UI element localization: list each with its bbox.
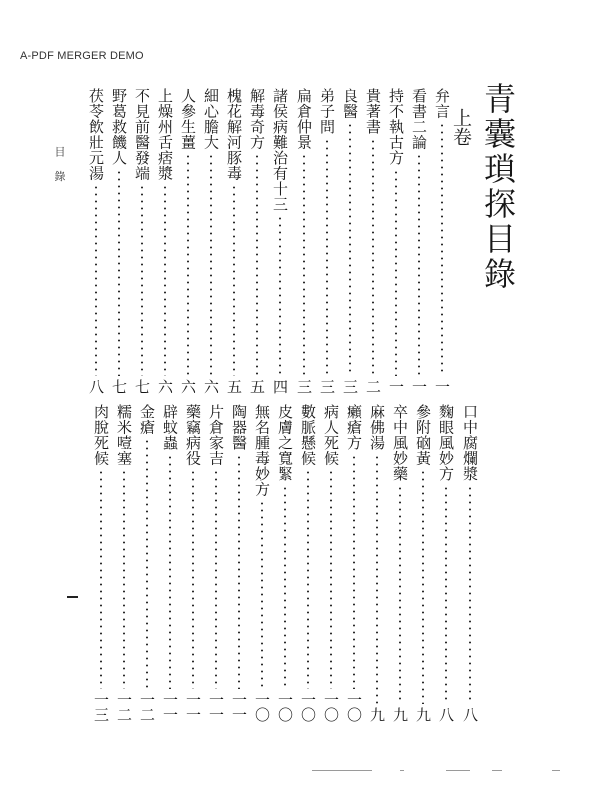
- dot-leader: [141, 184, 143, 376]
- entry-title: 茯苓飲壯元湯: [87, 88, 105, 181]
- dot-leader: [215, 469, 217, 689]
- entry-title: 不見前醫發端: [133, 88, 151, 181]
- entry-title: 糯米噎塞: [115, 404, 133, 466]
- toc-entry-top: [340, 88, 360, 394]
- entry-page: 九: [414, 707, 432, 722]
- entry-title: 上燥州舌痞漿: [156, 88, 174, 181]
- dot-leader: [123, 469, 125, 689]
- scan-artifact-line: [446, 770, 470, 771]
- entry-page: 一: [433, 379, 451, 394]
- dot-leader: [395, 169, 397, 377]
- entry-page: 三: [318, 379, 336, 394]
- entry-title: 無名腫毒妙方: [253, 404, 271, 497]
- entry-page: 六: [156, 379, 174, 394]
- entry-title: 數脈懸候: [299, 404, 317, 466]
- dot-leader: [376, 454, 378, 705]
- dot-leader: [192, 469, 194, 689]
- margin-note: 目 錄: [53, 146, 66, 187]
- dot-leader: [353, 454, 355, 690]
- dot-leader: [330, 469, 332, 689]
- entry-title: 辟蚊蟲: [161, 404, 179, 451]
- entry-title: 口中腐爛漿: [461, 404, 479, 482]
- toc-entry-bottom: [183, 404, 203, 722]
- volume-label: 上卷: [450, 108, 472, 146]
- dot-leader: [118, 169, 120, 377]
- toc-entry-top: [247, 88, 267, 394]
- toc-entry-bottom: [275, 404, 295, 722]
- entry-title: 片倉家吉: [207, 404, 225, 466]
- toc-entry-top: [224, 88, 244, 394]
- entry-title: 弁言: [433, 88, 451, 119]
- toc-entry-top: [294, 88, 314, 394]
- scan-artifact-line: [492, 770, 502, 771]
- dot-leader: [233, 184, 235, 376]
- dot-leader: [284, 485, 286, 690]
- toc-entry-bottom: [298, 404, 318, 722]
- entry-page: 一: [387, 379, 405, 394]
- entry-title: 皮膚之寬緊: [276, 404, 294, 482]
- entry-page: 八: [87, 379, 105, 394]
- entry-page: 六: [202, 379, 220, 394]
- dot-leader: [349, 122, 351, 376]
- toc-entry-top: [317, 88, 337, 394]
- entry-page: 一一: [184, 692, 202, 722]
- toc-entry-top: [178, 88, 198, 394]
- entry-title: 癩瘡方: [345, 404, 363, 451]
- entry-title: 陶器醫: [230, 404, 248, 451]
- dot-leader: [95, 184, 97, 376]
- entry-page: 一一: [207, 692, 225, 722]
- toc-entry-bottom: [206, 404, 226, 722]
- toc-entry-top: [132, 88, 152, 394]
- entry-title: 扁倉仲景: [295, 88, 313, 150]
- entry-page: 一〇: [345, 692, 363, 722]
- entry-title: 看書二論: [410, 88, 428, 150]
- entry-title: 持不執古方: [387, 88, 405, 166]
- entry-title: 良醫: [341, 88, 359, 119]
- dot-leader: [238, 454, 240, 690]
- dot-leader: [210, 153, 212, 376]
- entry-title: 參附硇黃: [414, 404, 432, 466]
- dot-leader: [399, 485, 401, 705]
- toc-entry-bottom: [114, 404, 134, 722]
- entry-page: 一: [410, 379, 428, 394]
- entry-page: 三: [341, 379, 359, 394]
- dot-leader: [169, 454, 171, 690]
- dot-leader: [418, 153, 420, 376]
- toc-entry-bottom: [229, 404, 249, 722]
- dot-leader: [326, 138, 328, 377]
- toc-entry-bottom: [91, 404, 111, 722]
- entry-page: 九: [391, 707, 409, 722]
- entry-title: 野葛救饑人: [110, 88, 128, 166]
- entry-page: 一一: [161, 692, 179, 722]
- toc-entry-bottom: [367, 404, 387, 722]
- dot-leader: [164, 184, 166, 376]
- entry-page: 一三: [92, 692, 110, 722]
- toc-entry-bottom: [460, 404, 480, 722]
- entry-page: 一〇: [253, 692, 271, 722]
- entry-title: 弟子問: [318, 88, 336, 135]
- dot-leader: [445, 485, 447, 705]
- toc-entry-top: [386, 88, 406, 394]
- toc-entry-top: [432, 88, 452, 394]
- toc-entry-bottom: [413, 404, 433, 722]
- dot-leader: [469, 485, 471, 705]
- page-number-mark: [67, 596, 78, 598]
- entry-title: 麻佛湯: [368, 404, 386, 451]
- entry-title: 金瘡: [138, 404, 156, 435]
- scan-artifact-line: [400, 770, 404, 771]
- entry-title: 肉脫死候: [92, 404, 110, 466]
- toc-entry-bottom: [160, 404, 180, 722]
- toc-entry-bottom: [390, 404, 410, 722]
- entry-title: 解毒奇方: [248, 88, 266, 150]
- page-title: 青囊瑣探目錄: [479, 82, 517, 292]
- entry-page: 二: [364, 379, 382, 394]
- dot-leader: [307, 469, 309, 689]
- watermark-text: A-PDF MERGER DEMO: [20, 50, 144, 62]
- entry-title: 藥竊病役: [184, 404, 202, 466]
- scan-artifact-line: [552, 770, 560, 771]
- entry-page: 五: [248, 379, 266, 394]
- toc-entry-top: [270, 88, 290, 394]
- entry-page: 一〇: [322, 692, 340, 722]
- dot-leader: [100, 469, 102, 689]
- dot-leader: [422, 469, 424, 704]
- toc-entry-bottom: [252, 404, 272, 722]
- toc-entry-bottom: [344, 404, 364, 722]
- toc-entry-top: [409, 88, 429, 394]
- toc-entry-bottom: [321, 404, 341, 722]
- entry-title: 細心膽大: [202, 88, 220, 150]
- toc-entry-top: [155, 88, 175, 394]
- entry-title: 病人死候: [322, 404, 340, 466]
- dot-leader: [187, 153, 189, 376]
- entry-title: 人參生薑: [179, 88, 197, 150]
- dot-leader: [441, 122, 443, 376]
- toc-entry-bottom: [436, 404, 456, 722]
- dot-leader: [372, 138, 374, 377]
- dot-leader: [303, 153, 305, 376]
- entry-page: 八: [461, 707, 479, 722]
- entry-page: 一〇: [276, 692, 294, 722]
- dot-leader: [256, 153, 258, 376]
- entry-page: 七: [110, 379, 128, 394]
- dot-leader: [146, 438, 148, 689]
- entry-page: 六: [179, 379, 197, 394]
- toc-entry-bottom: [137, 404, 157, 722]
- toc-entry-top: [86, 88, 106, 394]
- entry-title: 麴眼風妙方: [437, 404, 455, 482]
- entry-page: 九: [368, 707, 386, 722]
- entry-title: 槐花解河豚毒: [225, 88, 243, 181]
- scan-artifact-line: [312, 770, 372, 771]
- entry-page: 一一: [230, 692, 248, 722]
- entry-page: 四: [271, 379, 289, 394]
- entry-page: 一二: [115, 692, 133, 722]
- entry-title: 貴著書: [364, 88, 382, 135]
- entry-page: 八: [437, 707, 455, 722]
- dot-leader: [279, 215, 281, 376]
- dot-leader: [261, 500, 263, 689]
- entry-page: 七: [133, 379, 151, 394]
- entry-page: 一〇: [299, 692, 317, 722]
- entry-title: 卒中風妙藥: [391, 404, 409, 482]
- entry-title: 諸侯病難治有十三: [271, 88, 289, 212]
- entry-page: 三: [295, 379, 313, 394]
- toc-entry-top: [201, 88, 221, 394]
- toc-entry-top: [363, 88, 383, 394]
- toc-entry-top: [109, 88, 129, 394]
- entry-page: 五: [225, 379, 243, 394]
- entry-page: 一二: [138, 692, 156, 722]
